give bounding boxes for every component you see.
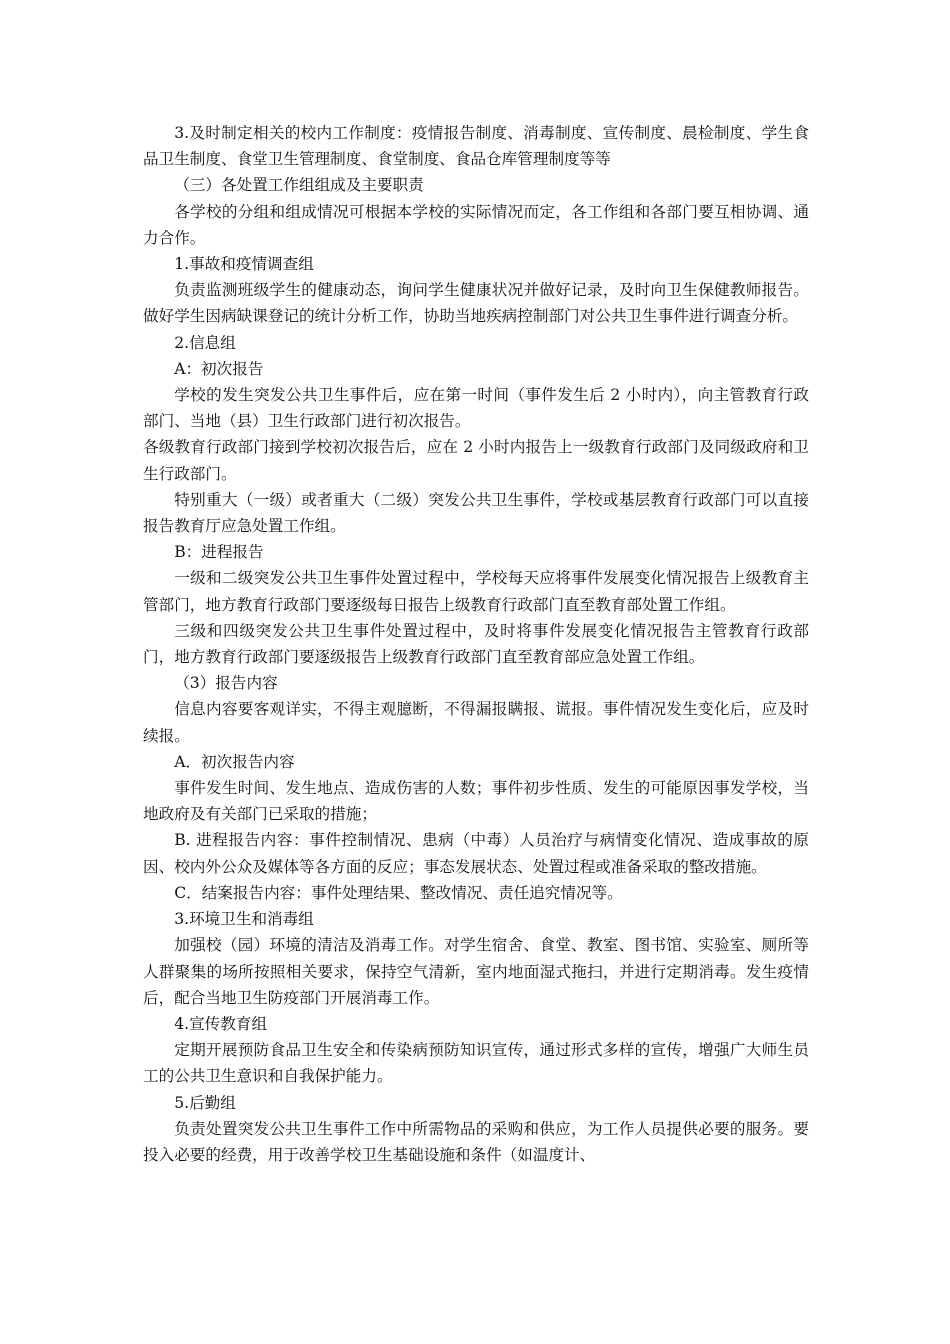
paragraph: C．结案报告内容：事件处理结果、整改情况、责任追究情况等。	[174, 883, 623, 902]
paragraph: 3.环境卫生和消毒组	[174, 910, 314, 929]
paragraph: A：初次报告	[174, 359, 264, 378]
paragraph: 信息内容要客观详实，不得主观臆断，不得漏报瞒报、谎报。事件情况发生变化后，应及时续报。	[143, 700, 809, 745]
paragraph: 一级和二级突发公共卫生事件处置过程中，学校每天应将事件发展变化情况报告上级教育主管部门，地方教育行政部门要逐级每日报告上级教育行政部门直至教育部处置工作组。	[143, 569, 809, 614]
paragraph: 特别重大（一级）或者重大（二级）突发公共卫生事件，学校或基层教育行政部门可以直接报告教育厅应急处置工作组。	[143, 490, 809, 536]
document-page	[143, 120, 809, 1168]
paragraph: （3）报告内容	[174, 674, 278, 693]
paragraph: 1.事故和疫情调查组	[174, 255, 314, 274]
paragraph: 3.及时制定相关的校内工作制度：疫情报告制度、消毒制度、宣传制度、晨检制度、学生食品卫生制度、食堂卫生管理制度、食堂制度、食品仓库管理制度等等	[143, 124, 809, 169]
paragraph: 负责监测班级学生的健康动态，询问学生健康状况并做好记录，及时向卫生保健教师报告。做好学生因病缺课登记的统计分析工作，协助当地疾病控制部门对公共卫生事件进行调查分析。	[143, 281, 809, 326]
paragraph: 事件发生时间、发生地点、造成伤害的人数；事件初步性质、发生的可能原因事发学校，当地政府及有关部门已采取的措施；	[143, 779, 809, 824]
paragraph: 定期开展预防食品卫生安全和传染病预防知识宣传，通过形式多样的宣传，增强广大师生员工的公共卫生意识和自我保护能力。	[143, 1041, 809, 1086]
paragraph: A．初次报告内容	[174, 752, 295, 771]
paragraph: （三）各处置工作组组成及主要职责	[174, 176, 424, 195]
paragraph: 2.信息组	[174, 333, 236, 352]
paragraph: B：进程报告	[174, 543, 264, 562]
paragraph: 加强校（园）环境的清洁及消毒工作。对学生宿舍、食堂、教室、图书馆、实验室、厕所等人群聚集的场所按照相关要求，保持空气清新，室内地面湿式拖扫，并进行定期消毒。发生疫情后，配合当地卫生防疫部门开展消毒工作。	[143, 936, 809, 1007]
paragraph: 4.宣传教育组	[174, 1014, 268, 1033]
paragraph: 各级教育行政部门接到学校初次报告后，应在 2 小时内报告上一级教育行政部门及同级政府和卫生行政部门。	[143, 438, 809, 483]
paragraph: 学校的发生突发公共卫生事件后，应在第一时间（事件发生后 2 小时内），向主管教育行政部门、当地（县）卫生行政部门进行初次报告。	[143, 386, 809, 431]
paragraph: 负责处置突发公共卫生事件工作中所需物品的采购和供应，为工作人员提供必要的服务。要投入必要的经费，用于改善学校卫生基础设施和条件（如温度计、	[143, 1119, 809, 1164]
paragraph: 三级和四级突发公共卫生事件处置过程中，及时将事件发展变化情况报告主管教育行政部门，地方教育行政部门要逐级报告上级教育行政部门直至教育部应急处置工作组。	[143, 621, 809, 667]
paragraph: 5.后勤组	[174, 1093, 236, 1112]
paragraph: B. 进程报告内容：事件控制情况、患病（中毒）人员治疗与病情变化情况、造成事故的原因、校内外公众及媒体等各方面的反应；事态发展状态、处置过程或准备采取的整改措施。	[143, 831, 809, 876]
paragraph: 各学校的分组和组成情况可根据本学校的实际情况而定，各工作组和各部门要互相协调、通力合作。	[143, 202, 809, 247]
